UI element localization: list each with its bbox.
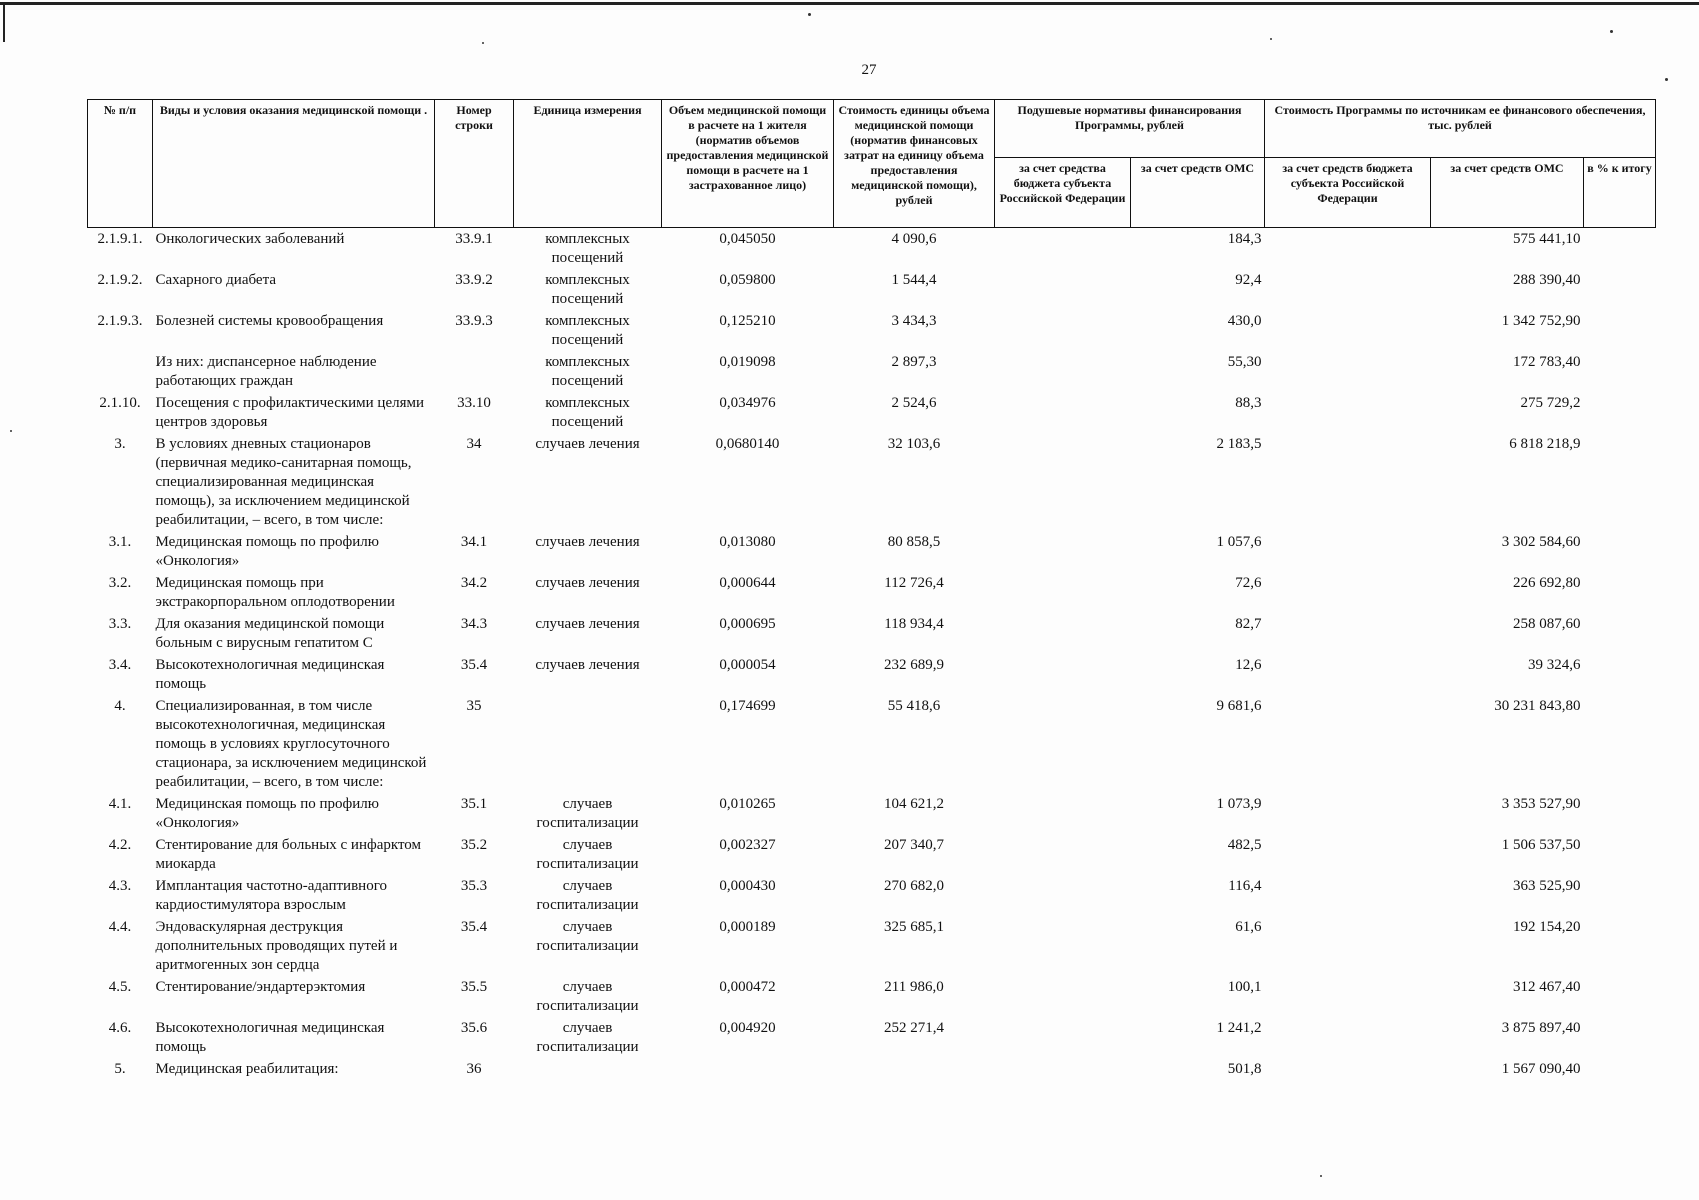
header-sub-pct: в % к итогу bbox=[1584, 158, 1656, 228]
row-unit: случаев лечения bbox=[535, 436, 640, 452]
scan-speck bbox=[1665, 78, 1668, 81]
row-budget bbox=[995, 310, 1131, 351]
row-name: Из них: диспансерное наблюдение работающих граждан bbox=[155, 354, 377, 389]
row-oms: 12,6 bbox=[1235, 657, 1262, 673]
row-budget-total bbox=[1265, 351, 1431, 392]
row-budget-total bbox=[1265, 793, 1431, 834]
header-per-capita: Подушевые нормативы финансирования Программы, рублей bbox=[995, 100, 1265, 158]
row-oms-total: 172 783,40 bbox=[1513, 354, 1581, 370]
row-budget-total bbox=[1265, 1017, 1431, 1058]
header-volume: Объем медицинской помощи в расчете на 1 жителя (норматив объемов предоставления медицинской помощи в расчете на 1 застрахованное лицо) bbox=[662, 100, 834, 228]
row-oms: 9 681,6 bbox=[1216, 698, 1262, 714]
row-cost: 2 524,6 bbox=[891, 395, 937, 411]
row-line: 33.10 bbox=[457, 395, 491, 411]
row-pct bbox=[1584, 976, 1656, 1017]
header-sub-oms-total: за счет средств ОМС bbox=[1431, 158, 1584, 228]
scan-speck bbox=[1610, 30, 1613, 33]
row-number: 4.1. bbox=[108, 796, 132, 812]
row-unit: случаев госпитализации bbox=[536, 796, 639, 831]
table-row bbox=[88, 392, 1656, 433]
scan-edge-top bbox=[0, 2, 1699, 5]
header-sub-budget-total: за счет средств бюджета субъекта Российской Федерации bbox=[1265, 158, 1431, 228]
row-number: 2.1.9.1. bbox=[97, 231, 143, 247]
row-name: Высокотехнологичная медицинская помощь bbox=[155, 657, 385, 692]
row-number: 4.6. bbox=[108, 1020, 132, 1036]
row-cost: 80 858,5 bbox=[887, 534, 941, 550]
table-row bbox=[88, 531, 1656, 572]
row-budget-total bbox=[1265, 834, 1431, 875]
row-name: Имплантация частотно-адаптивного кардиостимулятора взрослым bbox=[155, 878, 387, 913]
row-budget-total bbox=[1265, 695, 1431, 793]
row-budget-total bbox=[1265, 269, 1431, 310]
row-cost: 4 090,6 bbox=[891, 231, 937, 247]
row-budget bbox=[995, 695, 1131, 793]
row-volume: 0,000472 bbox=[719, 979, 776, 995]
row-cost: 104 621,2 bbox=[884, 796, 944, 812]
row-line: 34 bbox=[466, 436, 482, 452]
row-unit: случаев госпитализации bbox=[536, 837, 639, 872]
row-volume bbox=[662, 1058, 834, 1080]
row-line: 35.3 bbox=[460, 878, 488, 894]
row-unit: комплексных посещений bbox=[545, 272, 630, 307]
row-pct bbox=[1584, 1058, 1656, 1080]
row-oms-total: 575 441,10 bbox=[1513, 231, 1581, 247]
row-budget bbox=[995, 351, 1131, 392]
row-cost: 32 103,6 bbox=[887, 436, 941, 452]
row-number: 4. bbox=[114, 698, 126, 714]
row-unit: случаев лечения bbox=[535, 534, 640, 550]
row-oms-total: 258 087,60 bbox=[1513, 616, 1581, 632]
row-line: 34.3 bbox=[460, 616, 488, 632]
row-budget bbox=[995, 1058, 1131, 1080]
header-sub-budget: за счет средства бюджета субъекта Российской Федерации bbox=[995, 158, 1131, 228]
scan-speck bbox=[1320, 1175, 1322, 1177]
row-volume: 0,174699 bbox=[719, 698, 776, 714]
header-cost: Стоимость единицы объема медицинской помощи (норматив финансовых затрат на единицу объема предоставления медицинской помощи), рублей bbox=[834, 100, 995, 228]
row-budget bbox=[995, 572, 1131, 613]
row-cost: 112 726,4 bbox=[884, 575, 944, 591]
row-name: Болезней системы кровообращения bbox=[155, 313, 384, 329]
row-number: 3. bbox=[114, 436, 126, 452]
table-body bbox=[88, 228, 1656, 1081]
row-budget bbox=[995, 916, 1131, 976]
row-budget-total bbox=[1265, 654, 1431, 695]
row-budget bbox=[995, 531, 1131, 572]
row-number: 5. bbox=[114, 1061, 126, 1077]
row-cost: 270 682,0 bbox=[884, 878, 944, 894]
row-budget-total bbox=[1265, 531, 1431, 572]
row-line: 33.9.3 bbox=[455, 313, 493, 329]
row-oms: 61,6 bbox=[1235, 919, 1262, 935]
row-budget bbox=[995, 433, 1131, 531]
row-pct bbox=[1584, 531, 1656, 572]
table-row bbox=[88, 228, 1656, 270]
row-unit: случаев госпитализации bbox=[536, 979, 639, 1014]
row-name: Высокотехнологичная медицинская помощь bbox=[155, 1020, 385, 1055]
row-budget bbox=[995, 654, 1131, 695]
row-budget-total bbox=[1265, 875, 1431, 916]
row-budget bbox=[995, 793, 1131, 834]
row-unit: случаев лечения bbox=[535, 575, 640, 591]
row-unit: случаев лечения bbox=[535, 616, 640, 632]
row-oms-total: 1 342 752,90 bbox=[1501, 313, 1581, 329]
table-row bbox=[88, 976, 1656, 1017]
row-oms: 72,6 bbox=[1235, 575, 1262, 591]
row-budget bbox=[995, 976, 1131, 1017]
row-budget-total bbox=[1265, 613, 1431, 654]
row-oms-total: 3 353 527,90 bbox=[1501, 796, 1581, 812]
row-pct bbox=[1584, 269, 1656, 310]
row-budget bbox=[995, 269, 1131, 310]
row-line: 36 bbox=[466, 1061, 482, 1077]
row-cost: 2 897,3 bbox=[891, 354, 937, 370]
row-oms-total: 312 467,40 bbox=[1513, 979, 1581, 995]
row-pct bbox=[1584, 228, 1656, 270]
row-volume: 0,0680140 bbox=[715, 436, 780, 452]
row-oms: 1 241,2 bbox=[1216, 1020, 1262, 1036]
row-budget bbox=[995, 1017, 1131, 1058]
header-unit: Единица измерения bbox=[514, 100, 662, 228]
row-unit bbox=[514, 695, 662, 793]
row-line: 34.2 bbox=[460, 575, 488, 591]
row-volume: 0,000430 bbox=[719, 878, 776, 894]
row-budget-total bbox=[1265, 572, 1431, 613]
row-number: 3.2. bbox=[108, 575, 132, 591]
row-name: Медицинская помощь по профилю «Онкология» bbox=[155, 796, 379, 831]
page-number: 27 bbox=[861, 62, 877, 78]
row-number: 3.1. bbox=[108, 534, 132, 550]
scan-speck bbox=[10, 430, 12, 432]
row-name: Сахарного диабета bbox=[155, 272, 276, 288]
row-oms-total: 192 154,20 bbox=[1513, 919, 1581, 935]
header-no: № п/п bbox=[88, 100, 153, 228]
scan-edge-left bbox=[3, 2, 5, 42]
row-line: 34.1 bbox=[460, 534, 488, 550]
row-number: 3.4. bbox=[108, 657, 132, 673]
row-name: В условиях дневных стационаров (первичная медико-санитарная помощь, специализированная медицинская помощь), за исключением медицинской реабилитации, – всего, в том числе: bbox=[155, 436, 412, 528]
row-oms-total: 226 692,80 bbox=[1513, 575, 1581, 591]
row-unit: комплексных посещений bbox=[545, 395, 630, 430]
row-pct bbox=[1584, 654, 1656, 695]
row-volume: 0,000644 bbox=[719, 575, 776, 591]
row-line: 35.4 bbox=[460, 919, 488, 935]
row-line: 35.5 bbox=[460, 979, 488, 995]
table-row bbox=[88, 1058, 1656, 1080]
row-oms-total: 30 231 843,80 bbox=[1494, 698, 1581, 714]
scan-speck bbox=[808, 13, 811, 16]
row-pct bbox=[1584, 875, 1656, 916]
row-cost: 232 689,9 bbox=[884, 657, 944, 673]
row-oms-total: 1 567 090,40 bbox=[1501, 1061, 1581, 1077]
row-oms: 1 073,9 bbox=[1216, 796, 1262, 812]
row-line: 35.4 bbox=[460, 657, 488, 673]
row-volume: 0,002327 bbox=[719, 837, 776, 853]
row-pct bbox=[1584, 834, 1656, 875]
row-cost: 211 986,0 bbox=[884, 979, 944, 995]
row-oms-total: 6 818 218,9 bbox=[1509, 436, 1581, 452]
row-line bbox=[435, 351, 514, 392]
row-unit: случаев госпитализации bbox=[536, 1020, 639, 1055]
row-volume: 0,125210 bbox=[719, 313, 776, 329]
row-unit: комплексных посещений bbox=[545, 313, 630, 348]
financing-table bbox=[87, 99, 1656, 1080]
header-type: Виды и условия оказания медицинской помощи . bbox=[153, 100, 435, 228]
row-oms-total: 39 324,6 bbox=[1528, 657, 1581, 673]
row-number: 2.1.9.3. bbox=[97, 313, 143, 329]
row-oms: 88,3 bbox=[1235, 395, 1262, 411]
row-number: 4.2. bbox=[108, 837, 132, 853]
table-row bbox=[88, 572, 1656, 613]
row-number: 2.1.10. bbox=[99, 395, 141, 411]
row-cost: 55 418,6 bbox=[887, 698, 941, 714]
row-pct bbox=[1584, 1017, 1656, 1058]
row-pct bbox=[1584, 916, 1656, 976]
row-budget bbox=[995, 392, 1131, 433]
row-budget-total bbox=[1265, 392, 1431, 433]
row-budget-total bbox=[1265, 310, 1431, 351]
row-line: 33.9.2 bbox=[455, 272, 493, 288]
row-oms: 55,30 bbox=[1227, 354, 1262, 370]
row-number: 4.4. bbox=[108, 919, 132, 935]
row-pct bbox=[1584, 793, 1656, 834]
row-name: Стентирование для больных с инфарктом миокарда bbox=[155, 837, 422, 872]
row-line: 33.9.1 bbox=[455, 231, 493, 247]
row-volume: 0,034976 bbox=[719, 395, 776, 411]
row-pct bbox=[1584, 351, 1656, 392]
row-budget bbox=[995, 834, 1131, 875]
row-pct bbox=[1584, 613, 1656, 654]
row-name: Медицинская помощь при экстракорпоральном оплодотворении bbox=[155, 575, 395, 610]
table-row bbox=[88, 1017, 1656, 1058]
table-row bbox=[88, 613, 1656, 654]
row-name: Медицинская помощь по профилю «Онкология» bbox=[155, 534, 379, 569]
scan-speck bbox=[482, 42, 484, 44]
row-volume: 0,059800 bbox=[719, 272, 776, 288]
row-name: Специализированная, в том числе высокотехнологичная, медицинская помощь в условиях круглосуточного стационара, за исключением медицинской реабилитации, – всего, в том числе: bbox=[155, 698, 427, 790]
row-volume: 0,000054 bbox=[719, 657, 776, 673]
row-oms-total: 275 729,2 bbox=[1520, 395, 1581, 411]
table-row bbox=[88, 916, 1656, 976]
row-oms: 82,7 bbox=[1235, 616, 1262, 632]
header-line: Номер строки bbox=[435, 100, 514, 228]
row-name: Медицинская реабилитация: bbox=[155, 1061, 339, 1077]
row-oms: 482,5 bbox=[1227, 837, 1262, 853]
header-row-1 bbox=[88, 100, 1656, 158]
row-cost: 207 340,7 bbox=[884, 837, 944, 853]
row-unit: случаев госпитализации bbox=[536, 919, 639, 954]
row-pct bbox=[1584, 572, 1656, 613]
row-oms: 2 183,5 bbox=[1216, 436, 1262, 452]
row-unit: случаев лечения bbox=[535, 657, 640, 673]
row-pct bbox=[1584, 310, 1656, 351]
row-line: 35.6 bbox=[460, 1020, 488, 1036]
row-name: Для оказания медицинской помощи больным с вирусным гепатитом С bbox=[155, 616, 385, 651]
row-pct bbox=[1584, 695, 1656, 793]
row-budget bbox=[995, 613, 1131, 654]
row-line: 35.2 bbox=[460, 837, 488, 853]
row-pct bbox=[1584, 433, 1656, 531]
table-row bbox=[88, 834, 1656, 875]
table-row bbox=[88, 351, 1656, 392]
row-oms-total: 363 525,90 bbox=[1513, 878, 1581, 894]
row-budget bbox=[995, 875, 1131, 916]
row-oms-total: 1 506 537,50 bbox=[1501, 837, 1581, 853]
table-row bbox=[88, 433, 1656, 531]
row-volume: 0,000189 bbox=[719, 919, 776, 935]
row-volume: 0,019098 bbox=[719, 354, 776, 370]
row-name: Посещения с профилактическими целями центров здоровья bbox=[155, 395, 425, 430]
row-cost: 1 544,4 bbox=[891, 272, 937, 288]
row-number: 2.1.9.2. bbox=[97, 272, 143, 288]
row-budget-total bbox=[1265, 916, 1431, 976]
row-oms-total: 3 302 584,60 bbox=[1501, 534, 1581, 550]
header-sub-oms: за счет средств ОМС bbox=[1131, 158, 1265, 228]
row-oms: 184,3 bbox=[1227, 231, 1262, 247]
row-oms: 92,4 bbox=[1235, 272, 1262, 288]
table-row bbox=[88, 310, 1656, 351]
row-pct bbox=[1584, 392, 1656, 433]
row-number: 4.5. bbox=[108, 979, 132, 995]
row-unit: комплексных посещений bbox=[545, 231, 630, 266]
row-budget-total bbox=[1265, 228, 1431, 270]
row-oms-total: 3 875 897,40 bbox=[1501, 1020, 1581, 1036]
row-unit bbox=[514, 1058, 662, 1080]
row-number: 4.3. bbox=[108, 878, 132, 894]
row-budget bbox=[995, 228, 1131, 270]
row-name: Стентирование/эндартерэктомия bbox=[155, 979, 366, 995]
row-oms: 1 057,6 bbox=[1216, 534, 1262, 550]
row-cost: 252 271,4 bbox=[884, 1020, 944, 1036]
row-oms: 100,1 bbox=[1227, 979, 1262, 995]
row-volume: 0,004920 bbox=[719, 1020, 776, 1036]
row-number: 3.3. bbox=[108, 616, 132, 632]
row-volume: 0,000695 bbox=[719, 616, 776, 632]
table-row bbox=[88, 269, 1656, 310]
row-oms-total: 288 390,40 bbox=[1513, 272, 1581, 288]
row-budget-total bbox=[1265, 976, 1431, 1017]
row-unit: случаев госпитализации bbox=[536, 878, 639, 913]
row-volume: 0,013080 bbox=[719, 534, 776, 550]
row-cost: 325 685,1 bbox=[884, 919, 944, 935]
row-oms: 430,0 bbox=[1227, 313, 1262, 329]
scan-speck bbox=[1270, 38, 1272, 40]
row-volume: 0,010265 bbox=[719, 796, 776, 812]
row-cost: 3 434,3 bbox=[891, 313, 937, 329]
row-volume: 0,045050 bbox=[719, 231, 776, 247]
table-row bbox=[88, 793, 1656, 834]
row-budget-total bbox=[1265, 1058, 1431, 1080]
row-cost bbox=[834, 1058, 995, 1080]
row-number bbox=[88, 351, 153, 392]
table-row bbox=[88, 695, 1656, 793]
row-line: 35 bbox=[466, 698, 482, 714]
row-cost: 118 934,4 bbox=[884, 616, 944, 632]
row-oms: 116,4 bbox=[1228, 878, 1262, 894]
row-name: Эндоваскулярная деструкция дополнительных проводящих путей и аритмогенных зон сердца bbox=[155, 919, 398, 973]
row-unit: комплексных посещений bbox=[545, 354, 630, 389]
row-budget-total bbox=[1265, 433, 1431, 531]
row-name: Онкологических заболеваний bbox=[155, 231, 345, 247]
row-oms: 501,8 bbox=[1227, 1061, 1262, 1077]
header-program-cost: Стоимость Программы по источникам ее финансового обеспечения, тыс. рублей bbox=[1265, 100, 1656, 158]
row-line: 35.1 bbox=[460, 796, 488, 812]
table-row bbox=[88, 875, 1656, 916]
table-row bbox=[88, 654, 1656, 695]
